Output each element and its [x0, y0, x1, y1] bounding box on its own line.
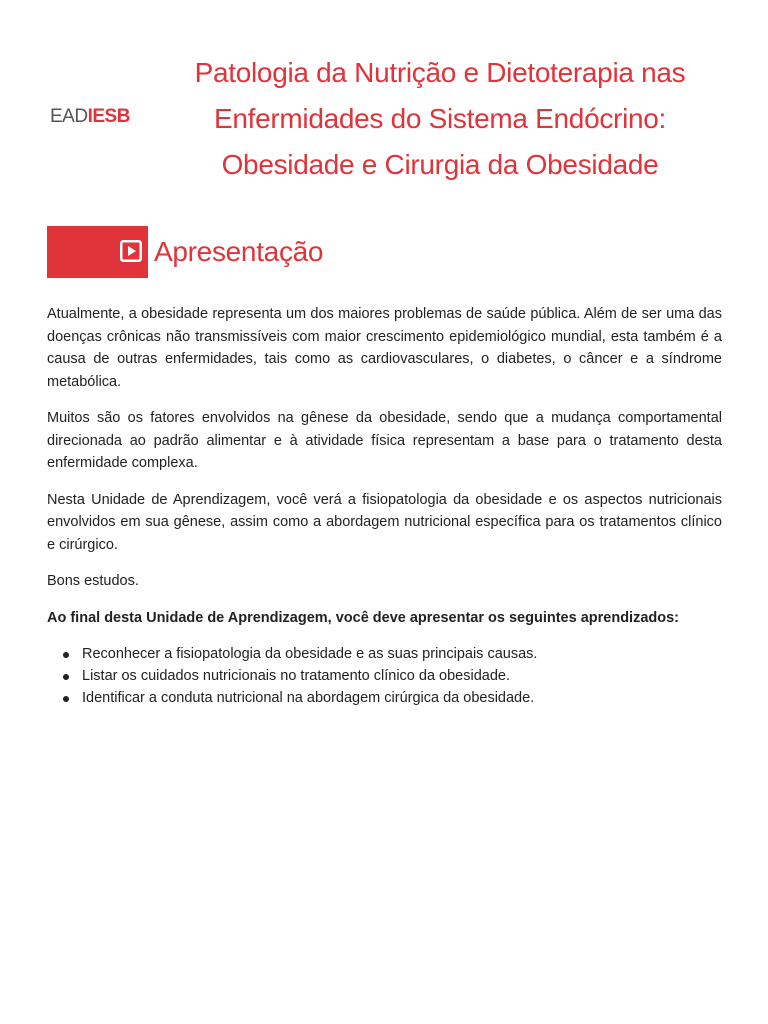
title-line-1: Patologia da Nutrição e Dietoterapia nas	[194, 57, 686, 88]
logo-ead-text: EAD	[50, 106, 88, 127]
section-title: Apresentação	[154, 236, 324, 267]
play-icon	[120, 240, 142, 262]
list-item: Listar os cuidados nutricionais no tratamento clínico da obesidade.	[47, 665, 722, 687]
paragraph: Atualmente, a obesidade representa um dos maiores problemas de saúde pública. Além de ser uma das doenças crônicas não transmissíveis com maior crescimento epidemiológico mundial, esta também é a causa de outras enfermidades, tais como as cardiovasculares, o diabetes, o câncer e a síndrome metabólica.	[47, 306, 722, 390]
document-body	[47, 303, 722, 709]
eadiesb-logo	[50, 107, 130, 127]
paragraph: Bons estudos.	[47, 573, 139, 589]
list-item: Identificar a conduta nutricional na abordagem cirúrgica da obesidade.	[47, 687, 722, 709]
title-line-3: Obesidade e Cirurgia da Obesidade	[221, 149, 659, 180]
title-line-2: Enfermidades do Sistema Endócrino:	[213, 103, 667, 134]
section-header	[47, 226, 323, 278]
document-header	[0, 50, 768, 190]
document-title	[140, 50, 740, 188]
paragraph: Muitos são os fatores envolvidos na gênese da obesidade, sendo que a mudança comportamental direcionada ao padrão alimentar e à atividade física representam a base para o tratamento desta enfermidade complexa.	[47, 410, 722, 471]
paragraph: Nesta Unidade de Aprendizagem, você verá a fisiopatologia da obesidade e os aspectos nutricionais envolvidos em sua gênese, assim como a abordagem nutricional específica para os tratamentos clínico e cirúrgico.	[47, 491, 722, 553]
logo-iesb-text: IESB	[87, 106, 130, 127]
objectives-list	[47, 643, 722, 709]
list-item: Reconhecer a fisiopatologia da obesidade e as suas principais causas.	[47, 643, 722, 665]
objectives-heading: Ao final desta Unidade de Aprendizagem, você deve apresentar os seguintes aprendizados:	[47, 609, 679, 626]
section-accent-bar	[47, 226, 148, 278]
